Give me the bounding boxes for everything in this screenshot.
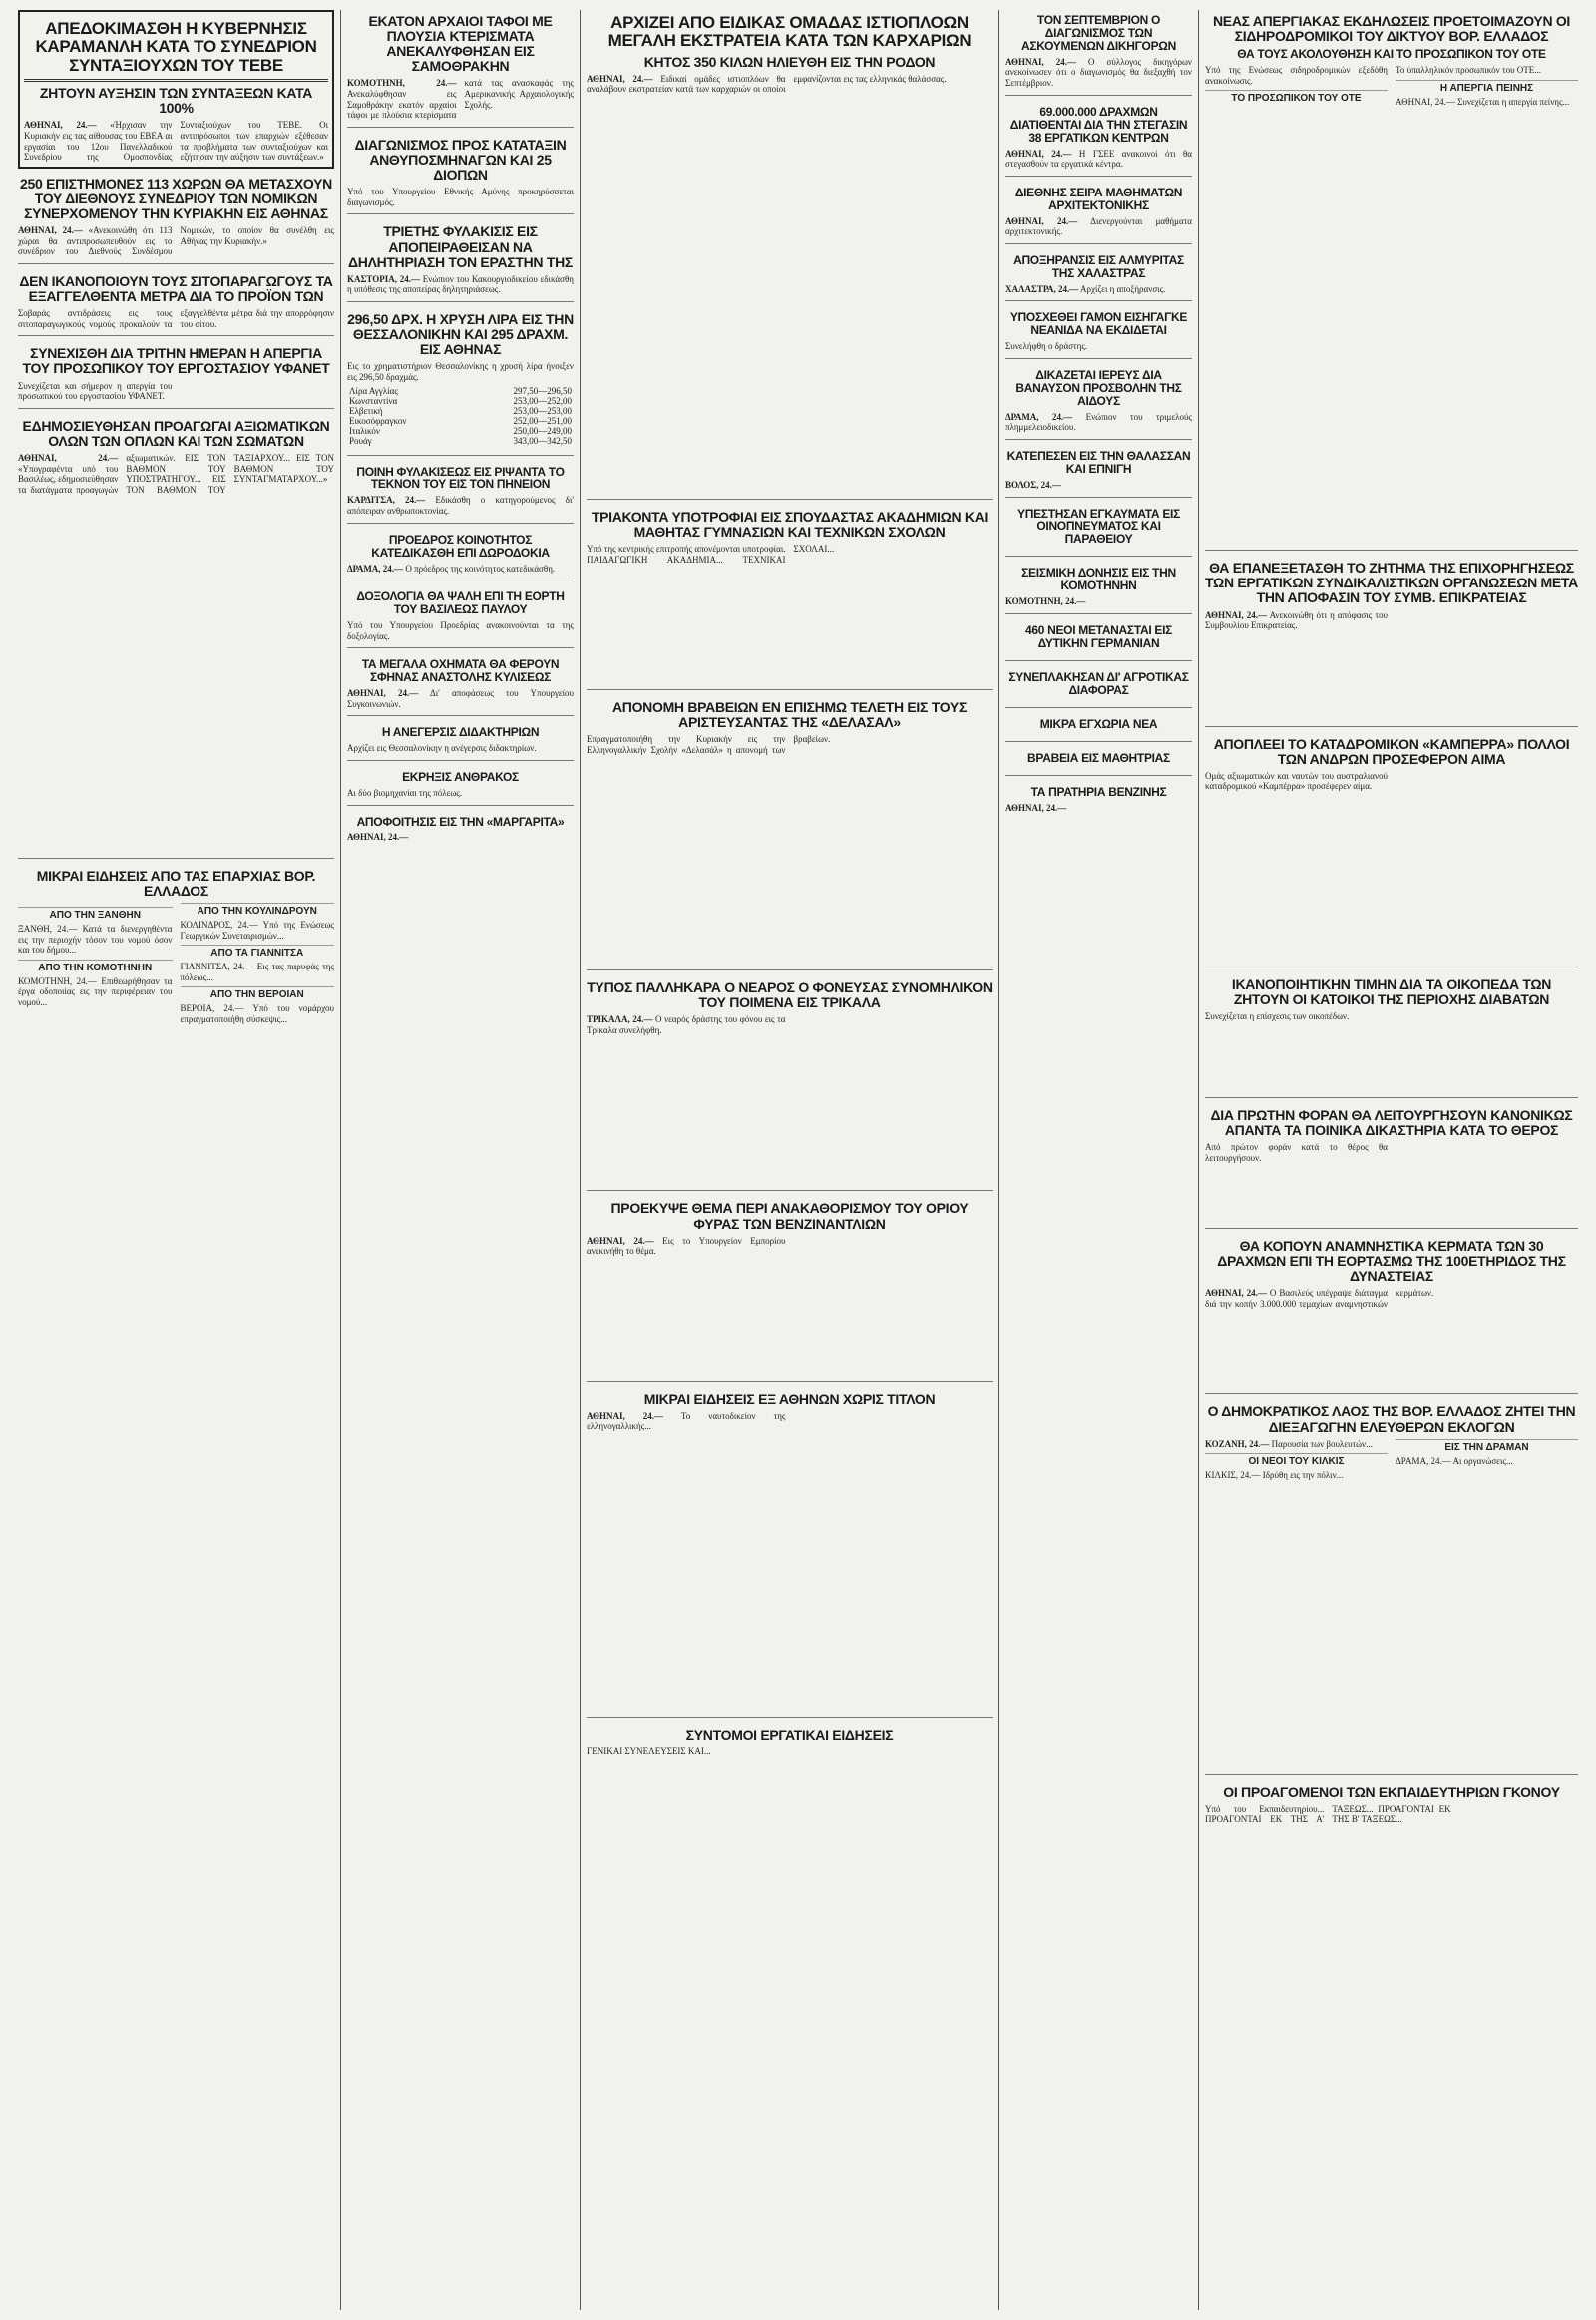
price-label: Ελβετική xyxy=(349,405,383,416)
column-2 xyxy=(341,10,581,2310)
price-value: 253,00—253,00 xyxy=(513,405,572,416)
dateline: ΑΘΗΝΑΙ, 24.— xyxy=(18,225,83,236)
subheadline: ΖΗΤΟΥΝ ΑΥΞΗΣΙΝ ΤΩΝ ΣΥΝΤΑΞΕΩΝ ΚΑΤΑ 100% xyxy=(39,85,313,117)
section-title: ΑΠΟ ΤΑ ΓΙΑΝΝΙΤΣΑ xyxy=(181,945,335,960)
article-body xyxy=(18,453,334,852)
subheadline: ΚΗΤΟΣ 350 ΚΙΛΩΝ ΗΛΙΕΥΘΗ ΕΙΣ ΤΗΝ ΡΟΔΟΝ xyxy=(643,53,936,70)
article-text: Σοβαράς αντιδράσεις εις τους σιτοπαραγωγικούς νομούς προκαλούν τα εξαγγελθέντα μέτρα διά την απορρόφησιν του σίτου. xyxy=(18,308,334,329)
article-body xyxy=(1205,1142,1578,1222)
section-text: ΞΑΝΘΗ, 24.— Κατά τα διενεργηθέντα εις την περιοχήν τόσον του νομού όσον και του δήμου... xyxy=(18,924,173,956)
article-text: Ανεκαλύφθησαν εις Σαμοθράκην εκατόν αρχαίοι τάφοι με πλούσια κτερίσματα κατά τας ανασκαφάς της Αμερικανικής Αρχαιολογικής Σχολής. xyxy=(347,78,574,121)
article-text: Διενεργούνται μαθήματα αρχιτεκτονικής. xyxy=(1005,215,1192,237)
article-explosion xyxy=(347,771,574,806)
article-text: Ομάς αξιωματικών και ναυτών του αυστραλιανού καταδρομικού «Καμπέρρα» προσέφερεν αίμα. xyxy=(1205,770,1388,792)
article-body xyxy=(347,832,574,843)
dateline: ΚΑΡΔΙΤΣΑ, 24.— xyxy=(347,495,426,506)
headline: ΕΚΡΗΞΙΣ ΑΝΘΡΑΚΟΣ xyxy=(402,769,519,784)
headline: ΠΟΙΝΗ ΦΥΛΑΚΙΣΕΩΣ ΕΙΣ ΡΙΨΑΝΤΑ ΤΟ ΤΕΚΝΟΝ ΤΟΥ ΕΙΣ ΤΟΝ ΠΗΝΕΙΟΝ xyxy=(356,464,565,492)
headline: ΤΟΝ ΣΕΠΤΕΜΒΡΙΟΝ Ο ΔΙΑΓΩΝΙΣΜΟΣ ΤΩΝ ΑΣΚΟΥΜΕΝΩΝ ΔΙΚΗΓΟΡΩΝ xyxy=(1021,13,1176,53)
dateline: ΚΟΜΟΤΗΝΗ, 24.— xyxy=(347,78,457,89)
table-row xyxy=(347,426,574,436)
headline: ΑΠΟΦΟΙΤΗΣΙΣ ΕΙΣ ΤΗΝ «ΜΑΡΓΑΡΙΤΑ» xyxy=(356,814,565,829)
dateline: ΑΘΗΝΑΙ, 24.— xyxy=(587,73,653,84)
article-text: Συνελήφθη ο δράστης. xyxy=(1005,341,1088,352)
article-emigrants xyxy=(1005,624,1192,661)
article-body xyxy=(1205,1439,1578,1768)
dateline: ΒΟΛΟΣ, 24.— xyxy=(1005,479,1061,490)
article-body xyxy=(1005,412,1192,433)
headline: ΑΠΕΔΟΚΙΜΑΣΘΗ Η ΚΥΒΕΡΝΗΣΙΣ ΚΑΡΑΜΑΝΛΗ ΚΑΤΑ ΤΟ ΣΥΝΕΔΡΙΟΝ ΣΥΝΤΑΞΙΟΥΧΩΝ ΤΟΥ ΤΕΒΕ xyxy=(35,19,317,75)
dateline: ΑΘΗΝΑΙ, 24.— xyxy=(347,832,409,843)
price-label: Εικοσόφραγκον xyxy=(349,415,407,426)
headline: ΥΠΟΣΧΕΘΕΙ ΓΑΜΟΝ ΕΙΣΗΓΑΓΚΕ ΝΕΑΝΙΔΑ ΝΑ ΕΚΔΙΔΕΤΑΙ xyxy=(1009,310,1188,338)
article-plots xyxy=(1205,977,1578,1098)
article-labor-news xyxy=(587,1728,993,1763)
article-lawyers xyxy=(1005,14,1192,96)
dateline: ΔΡΑΜΑ, 24.— xyxy=(1005,411,1073,422)
article-body xyxy=(1005,216,1192,237)
article-text: «Υπογραφέντα υπό του Βασιλέως, εδημοσιεύθησαν τα διατάγματα προαγωγών αξιωματικών. ΕΙΣ ΤΟΝ ΒΑΘΜΟΝ ΤΟΥ ΥΠΟΣΤΡΑΤΗΓΟΥ... ΕΙΣ ΤΟΝ ΒΑΘΜΟΝ ΤΟΥ ΤΑΞΙΑΡΧΟΥ... ΕΙΣ ΤΟΝ ΒΑΘΜΟΝ ΤΟΥ ΣΥΝΤΑΓΜΑΤΑΡΧΟΥ...» xyxy=(18,452,334,495)
article-text: Ο νεαρός δράστης του φόνου εις τα Τρίκαλα συνελήφθη. xyxy=(587,1014,786,1036)
article-body xyxy=(1205,1288,1578,1387)
article-text: Το ναυτοδικείον της ελληνογαλλικής... xyxy=(587,1410,786,1432)
article-body xyxy=(347,688,574,709)
headline: ΣΥΝΤΟΜΟΙ ΕΡΓΑΤΙΚΑΙ ΕΙΔΗΣΕΙΣ xyxy=(685,1726,894,1742)
article-text: Εδικάσθη ο κατηγορούμενος δι' απόπειραν ανθρωποκτονίας. xyxy=(347,495,575,517)
section-text: ΒΕΡΟΙΑ, 24.— Υπό του νομάρχου επραγματοποιήθη σύσκεψις... xyxy=(180,1003,334,1024)
headline: ΔΙΚΑΖΕΤΑΙ ΙΕΡΕΥΣ ΔΙΑ ΒΑΝΑΥΣΟΝ ΠΡΟΣΒΟΛΗΝ ΤΗΣ ΑΙΔΟΥΣ xyxy=(1015,367,1182,408)
headline: ΤΡΙΑΚΟΝΤΑ ΥΠΟΤΡΟΦΙΑΙ ΕΙΣ ΣΠΟΥΔΑΣΤΑΣ ΑΚΑΔΗΜΙΩΝ ΚΑΙ ΜΑΘΗΤΑΣ ΓΥΜΝΑΣΙΩΝ ΚΑΙ ΤΕΧΝΙΚΩΝ ΣΧΟΛΩΝ xyxy=(591,508,989,540)
article-agrarian xyxy=(1005,671,1192,708)
article-delasal xyxy=(587,700,993,970)
article-text: Ο πρόεδρος της κοινότητος κατεδικάσθη. xyxy=(405,563,556,574)
headline: ΝΕΑΣ ΑΠΕΡΓΙΑΚΑΣ ΕΚΔΗΛΩΣΕΙΣ ΠΡΟΕΤΟΙΜΑΖΟΥΝ ΟΙ ΣΙΔΗΡΟΔΡΟΜΙΚΟΙ ΤΟΥ ΔΙΚΤΥΟΥ ΒΟΡ. ΕΛΛΑΔΟΣ xyxy=(1212,13,1571,45)
price-value: 250,00—249,00 xyxy=(513,425,572,436)
article-body xyxy=(347,743,574,754)
article-body xyxy=(347,187,574,207)
dateline: ΚΑΣΤΟΡΙΑ, 24.— xyxy=(347,273,420,284)
article-body xyxy=(18,381,334,402)
column-4 xyxy=(999,10,1199,2310)
article-chalastra xyxy=(1005,254,1192,302)
headline: ΤΑ ΜΕΓΑΛΑ ΟΧΗΜΑΤΑ ΘΑ ΦΕΡΟΥΝ ΣΦΗΝΑΣ ΑΝΑΣΤΟΛΗΣ ΚΥΛΙΣΕΩΣ xyxy=(361,657,560,685)
dateline: ΑΘΗΝΑΙ, 24.— xyxy=(24,120,97,131)
headline: ΣΕΙΣΜΙΚΗ ΔΟΝΗΣΙΣ ΕΙΣ ΤΗΝ ΚΟΜΟΤΗΝΗΝ xyxy=(1021,566,1176,593)
section-title: ΕΙΣ ΤΗΝ ΔΡΑΜΑΝ xyxy=(1396,1439,1578,1454)
article-promotions xyxy=(18,419,334,859)
price-value: 252,00—251,00 xyxy=(513,415,572,426)
article-body xyxy=(347,361,574,382)
article-body xyxy=(347,788,574,799)
article-doxology xyxy=(347,590,574,648)
article-railway-strike xyxy=(1205,14,1578,551)
article-priest xyxy=(1005,369,1192,440)
article-body xyxy=(1005,57,1192,89)
article-text: Συνεχίζεται η επίσχεσις των οικοπέδων. xyxy=(1205,1010,1350,1021)
article-body xyxy=(347,274,574,295)
section-title: ΟΙ ΝΕΟΙ ΤΟΥ ΚΙΛΚΙΣ xyxy=(1205,1453,1388,1468)
article-coins xyxy=(1205,1239,1578,1394)
newspaper-page xyxy=(12,10,1584,2310)
headline: 69.000.000 ΔΡΑΧΜΩΝ ΔΙΑΤΙΘΕΝΤΑΙ ΔΙΑ ΤΗΝ ΣΤΕΓΑΣΙΝ 38 ΕΡΓΑΤΙΚΩΝ ΚΕΝΤΡΩΝ xyxy=(1009,104,1188,145)
headline: ΜΙΚΡΑΙ ΕΙΔΗΣΕΙΣ ΕΞ ΑΘΗΝΩΝ ΧΩΡΙΣ ΤΙΤΛΟΝ xyxy=(643,1390,936,1407)
headline: ΘΑ ΕΠΑΝΕΞΕΤΑΣΘΗ ΤΟ ΖΗΤΗΜΑ ΤΗΣ ΕΠΙΧΟΡΗΓΗΣΕΩΣ ΤΩΝ ΕΡΓΑΤΙΚΩΝ ΣΥΝΔΙΚΑΛΙΣΤΙΚΩΝ ΟΡΓΑΝΩΣΕΩΝ ΜΕΤΑ ΤΗΝ ΑΠΟΦΑΣΙΝ ΤΟΥ ΣΥΜΒ. ΕΠΙΚΡΑΤΕΙΑΣ xyxy=(1205,560,1578,606)
article-earthquake xyxy=(1005,567,1192,614)
headline: Ο ΔΗΜΟΚΡΑΤΙΚΟΣ ΛΑΟΣ ΤΗΣ ΒΟΡ. ΕΛΛΑΔΟΣ ΖΗΤΕΙ ΤΗΝ ΔΙΕΞΑΓΩΓΗΝ ΕΛΕΥΘΕΡΩΝ ΕΚΛΟΓΩΝ xyxy=(1207,1403,1576,1435)
article-body xyxy=(1205,1804,1578,1825)
dateline: ΧΑΛΑΣΤΡΑ, 24.— xyxy=(1005,283,1079,294)
dateline: ΑΘΗΝΑΙ, 24.— xyxy=(1005,802,1067,813)
article-body xyxy=(587,734,993,964)
column-3 xyxy=(581,10,999,2310)
price-value: 253,00—252,00 xyxy=(513,395,572,406)
headline: 460 ΝΕΟΙ ΜΕΤΑΝΑΣΤΑΙ ΕΙΣ ΔΥΤΙΚΗΝ ΓΕΡΜΑΝΙΑΝ xyxy=(1024,622,1173,650)
section-title: ΑΠΟ ΤΗΝ ΚΟΥΛΙΝΔΡΟΥΝ xyxy=(181,903,335,918)
article-body xyxy=(587,74,993,493)
section-title: ΑΠΟ ΤΗΝ ΚΟΜΟΤΗΝΗΝ xyxy=(18,960,173,974)
dateline: ΑΘΗΝΑΙ, 24.— xyxy=(587,1410,663,1421)
article-text: Εις το χρηματιστήριον Θεσσαλονίκης η χρυσή λίρα ήνοιξεν εις 296,50 δραχμάς. xyxy=(347,361,574,382)
article-text: Υπό του Εκπαιδευτηρίου... ΠΡΟΑΓΟΝΤΑΙ ΕΚ ΤΗΣ Α' ΤΑΞΕΩΣ... ΠΡΟΑΓΟΝΤΑΙ ΕΚ ΤΗΣ Β' ΤΑΞΕΩΣ... xyxy=(1205,1803,1451,1825)
column-1 xyxy=(12,10,341,2310)
article-sharks xyxy=(587,14,993,500)
price-value: 297,50—296,50 xyxy=(513,385,572,396)
article-body xyxy=(18,903,334,1024)
article-text: Η ΓΣΕΕ ανακοινοί ότι θα στεγασθούν τα εργατικά κέντρα. xyxy=(1005,148,1193,170)
article-scholarships xyxy=(587,510,993,690)
headline: ΣΥΝΕΧΙΣΘΗ ΔΙΑ ΤΡΙΤΗΝ ΗΜΕΡΑΝ Η ΑΠΕΡΓΙΑ ΤΟΥ ΠΡΟΣΩΠΙΚΟΥ ΤΟΥ ΕΡΓΟΣΤΑΣΙΟΥ ΥΦΑΝΕΤ xyxy=(22,345,330,377)
section-text: ΚΟΛΙΝΔΡΟΣ, 24.— Υπό της Ενώσεως Γεωργικών Συνεταιρισμών... xyxy=(180,920,334,941)
section-title: ΤΟ ΠΡΟΣΩΠΙΚΟΝ ΤΟΥ ΟΤΕ xyxy=(1205,90,1388,105)
article-text: Ενώπιον του Κακουργιοδικείου εδικάσθη η υπόθεσις της αποπείρας δηλητηριάσεως. xyxy=(347,273,575,295)
article-body xyxy=(1005,149,1192,170)
article-text: Επραγματοποιήθη την Κυριακήν εις την Ελληνογαλλικήν Σχολήν «Δελασάλ» η απονομή των βραβείων. xyxy=(587,734,831,755)
article-samothrace xyxy=(347,14,574,128)
headline: 296,50 ΔΡΧ. Η ΧΡΥΣΗ ΛΙΡΑ ΕΙΣ ΤΗΝ ΘΕΣΣΑΛΟΝΙΚΗΝ ΚΑΙ 295 ΔΡΑΧΜ. ΕΙΣ ΑΘΗΝΑΣ xyxy=(347,310,574,358)
section-text: ΚΟΜΟΤΗΝΗ, 24.— Επιθεωρήθησαν τα έργα οδοποιίας εις την περιφέρειαν του νομού... xyxy=(18,975,173,1007)
headline: ΕΚΑΤΟΝ ΑΡΧΑΙΟΙ ΤΑΦΟΙ ΜΕ ΠΛΟΥΣΙΑ ΚΤΕΡΙΣΜΑΤΑ ΑΝΕΚΑΛΥΦΘΗΣΑΝ ΕΙΣ ΣΑΜΟΘΡΑΚΗΝ xyxy=(368,13,553,75)
article-bribery xyxy=(347,534,574,581)
article-text: Δι' αποφάσεως του Υπουργείου Συγκοινωνιών. xyxy=(347,688,574,709)
article-text: Ενώπιον του τριμελούς πλημμελειοδικείου. xyxy=(1005,411,1192,433)
article-subsidy xyxy=(1205,561,1578,726)
article-elections xyxy=(1205,1404,1578,1774)
article-body xyxy=(587,544,993,683)
article-vehicles xyxy=(347,658,574,716)
article-text: Υπό της Ενώσεως σιδηροδρομικών εξεδόθη ανακοίνωσις. xyxy=(1205,65,1388,86)
price-label: Ιταλικόν xyxy=(349,425,380,436)
headline: ΣΥΝΕΠΛΑΚΗΣΑΝ ΔΙ' ΑΓΡΟΤΙΚΑΣ ΔΙΑΦΟΡΑΣ xyxy=(1008,669,1189,697)
headline: ΔΙΑ ΠΡΩΤΗΝ ΦΟΡΑΝ ΘΑ ΛΕΙΤΟΥΡΓΗΣΟΥΝ ΚΑΝΟΝΙΚΩΣ ΑΠΑΝΤΑ ΤΑ ΠΟΙΝΙΚΑ ΔΙΚΑΣΤΗΡΙΑ ΚΑΤΑ ΤΟ ΘΕΡΟΣ xyxy=(1210,1106,1573,1139)
article-trikala xyxy=(587,980,993,1191)
headline: Η ΑΝΕΓΕΡΣΙΣ ΔΙΔΑΚΤΗΡΙΩΝ xyxy=(381,725,540,740)
article-margarita xyxy=(347,816,574,850)
article-body xyxy=(347,620,574,641)
article-text: Αρχίζει εις Θεσσαλονίκην η ανέγερσις διδακτηρίων. xyxy=(347,743,537,754)
divider xyxy=(24,79,328,82)
article-body xyxy=(18,225,334,257)
article-body xyxy=(1005,341,1192,352)
dateline: ΑΘΗΝΑΙ, 24.— xyxy=(587,1235,654,1246)
article-text: «Ήρχισαν την Κυριακήν εις τας αίθουσας του ΕΒΕΑ αι εργασίαι του 12ου Πανελλαδικού Συνεδρίου της Ομοσπονδίας Συνταξιούχων του ΤΕΒΕ. Οι αντιπρόσωποι των επαρχιών εξέθεσαν τα προβλήματα των συνταξιούχων και εζήτησαν την αύξησιν των συντάξεων.» xyxy=(24,120,328,163)
headline: ΥΠΕΣΤΗΣΑΝ ΕΓΚΑΥΜΑΤΑ ΕΙΣ ΟΙΝΟΠΝΕΥΜΑΤΟΣ ΚΑΙ ΠΑΡΑΘΕΙΟΥ xyxy=(1017,506,1180,547)
article-gold xyxy=(347,312,574,456)
article-body xyxy=(18,308,334,329)
section-text: ΑΘΗΝΑΙ, 24.— Συνεχίζεται η απεργία πείνης... xyxy=(1396,96,1570,107)
dateline: ΑΘΗΝΑΙ, 24.— xyxy=(1005,148,1072,159)
article-text: Ο Βασιλεύς υπέγραψε διάταγμα διά την κοπήν 3.000.000 τεμαχίων αναμνηστικών κερμάτων. xyxy=(1205,1288,1434,1310)
article-body xyxy=(1205,65,1578,544)
dateline: ΔΡΑΜΑ, 24.— xyxy=(347,563,404,574)
table-row xyxy=(347,436,574,446)
article-poison xyxy=(347,224,574,302)
dateline: ΑΘΗΝΑΙ, 24.— xyxy=(347,688,419,699)
headline: ΘΑ ΚΟΠΟΥΝ ΑΝΑΜΝΗΣΤΙΚΑ ΚΕΡΜΑΤΑ ΤΩΝ 30 ΔΡΑΧΜΩΝ ΕΠΙ ΤΗ ΕΟΡΤΑΣΜΩ ΤΗΣ 100ΕΤΗΡΙΔΟΣ ΤΗΣ ΔΥΝΑΣΤΕΙΑΣ xyxy=(1217,1238,1566,1285)
price-table xyxy=(347,386,574,446)
dateline: ΑΘΗΝΑΙ, 24.— xyxy=(1205,609,1268,620)
article-body xyxy=(587,1236,993,1375)
article-promoted-students xyxy=(1205,1785,1578,1831)
article-gas-stations xyxy=(1005,786,1192,820)
headline: ΟΙ ΠΡΟΑΓΟΜΕΝΟΙ ΤΩΝ ΕΚΠΑΙΔΕΥΤΗΡΙΩΝ ΓΚΟΝΟΥ xyxy=(1223,1783,1560,1800)
article-schools xyxy=(347,726,574,761)
table-row xyxy=(347,406,574,416)
column-5 xyxy=(1199,10,1584,2310)
article-body xyxy=(1205,610,1578,720)
headline: ΑΠΟΝΟΜΗ ΒΡΑΒΕΙΩΝ ΕΝ ΕΠΙΣΗΜΩ ΤΕΛΕΤΗ ΕΙΣ ΤΟΥΣ ΑΡΙΣΤΕΥΣΑΝΤΑΣ ΤΗΣ «ΔΕΛΑΣΑΛ» xyxy=(611,699,968,731)
article-text: Ο σύλλογος δικηγόρων ανεκοίνωσεν ότι ο διαγωνισμός θα διεξαχθή τον Σεπτέμβριον. xyxy=(1005,56,1192,89)
article-text: Αρχίζει η αποξήρανσις. xyxy=(1080,283,1166,294)
headline: ΠΡΟΕΚΥΨΕ ΘΕΜΑ ΠΕΡΙ ΑΝΑΚΑΘΟΡΙΣΜΟΥ ΤΟΥ ΟΡΙΟΥ ΦΥΡΑΣ ΤΩΝ ΒΕΝΖΙΝΑΝΤΛΙΩΝ xyxy=(610,1200,969,1232)
price-label: Κωνσταντίνα xyxy=(349,395,398,406)
article-local-news xyxy=(1005,718,1192,742)
article-69m xyxy=(1005,106,1192,177)
dateline: ΑΘΗΝΑΙ, 24.— xyxy=(1005,215,1078,226)
article-marriage xyxy=(1005,311,1192,359)
article-architecture xyxy=(1005,187,1192,244)
article-text: Παρουσία των βουλευτών... xyxy=(1271,1438,1373,1449)
section-title: Η ΑΠΕΡΓΙΑ ΠΕΙΝΗΣ xyxy=(1396,80,1578,95)
article-body xyxy=(1005,803,1192,814)
headline: ΚΑΤΕΠΕΣΕΝ ΕΙΣ ΤΗΝ ΘΑΛΑΣΣΑΝ ΚΑΙ ΕΠΝΙΓΗ xyxy=(1006,449,1191,476)
article-body xyxy=(1205,771,1578,961)
article-jurists xyxy=(18,177,334,264)
section-text: ΓΙΑΝΝΙΤΣΑ, 24.— Εις τας παρυφάς της πόλεως... xyxy=(180,962,334,982)
article-karamanlis xyxy=(18,10,334,169)
article-body xyxy=(347,78,574,120)
section-text: ΔΡΑΜΑ, 24.— Αι οργανώσεις... xyxy=(1396,1455,1513,1466)
headline: ΤΥΠΟΣ ΠΑΛΛΗΚΑΡΑ Ο ΝΕΑΡΟΣ Ο ΦΟΝΕΥΣΑΣ ΣΥΝΟΜΗΛΙΚΟΝ ΤΟΥ ΠΟΙΜΕΝΑ ΕΙΣ ΤΡΙΚΑΛΑ xyxy=(587,979,993,1011)
table-row xyxy=(347,416,574,426)
headline: ΕΔΗΜΟΣΙΕΥΘΗΣΑΝ ΠΡΟΑΓΩΓΑΙ ΑΞΙΩΜΑΤΙΚΩΝ ΟΛΩΝ ΤΩΝ ΟΠΛΩΝ ΚΑΙ ΤΩΝ ΣΩΜΑΤΩΝ xyxy=(22,417,330,449)
headline: ΔΙΑΓΩΝΙΣΜΟΣ ΠΡΟΣ ΚΑΤΑΤΑΞΙΝ ΑΝΘΥΠΟΣΜΗΝΑΓΩΝ ΚΑΙ 25 ΔΙΟΠΩΝ xyxy=(354,136,567,184)
article-body xyxy=(587,1411,993,1711)
price-value: 343,00—342,50 xyxy=(513,435,572,446)
headline: ΙΚΑΝΟΠΟΙΗΤΙΚΗΝ ΤΙΜΗΝ ΔΙΑ ΤΑ ΟΙΚΟΠΕΔΑ ΤΩΝ ΖΗΤΟΥΝ ΟΙ ΚΑΤΟΙΚΟΙ ΤΗΣ ΠΕΡΙΟΧΗΣ ΔΙΑΒΑΤΩΝ xyxy=(1231,975,1552,1007)
article-body xyxy=(1005,596,1192,607)
section-text: ΚΙΛΚΙΣ, 24.— Ιδρύθη εις την πόλιν... xyxy=(1205,1470,1344,1481)
article-body xyxy=(24,120,328,162)
dateline: ΤΡΙΚΑΛΑ, 24.— xyxy=(587,1014,653,1025)
article-body xyxy=(347,495,574,516)
article-strike xyxy=(18,346,334,408)
article-body xyxy=(1005,480,1192,491)
price-label: Ρουάγ xyxy=(349,435,372,446)
article-drowned xyxy=(1005,450,1192,498)
headline: ΑΠΟΠΛΕΕΙ ΤΟ ΚΑΤΑΔΡΟΜΙΚΟΝ «ΚΑΜΠΕΡΡΑ» ΠΟΛΛΟΙ ΤΩΝ ΑΝΔΡΩΝ ΠΡΟΣΕΦΕΡΟΝ ΑΙΜΑ xyxy=(1213,735,1570,767)
article-burns xyxy=(1005,508,1192,558)
article-wheat xyxy=(18,274,334,336)
article-petrol xyxy=(587,1201,993,1381)
article-body xyxy=(1205,1011,1578,1091)
article-text: Ανεκοινώθη ότι η απόφασις του Συμβουλίου Επικρατείας. xyxy=(1205,609,1388,631)
article-body xyxy=(587,1746,993,1757)
section-text: Το ύπαλληλικόν προσωπικόν του ΟΤΕ... xyxy=(1396,65,1542,76)
headline: ΜΙΚΡΑΙ ΕΙΔΗΣΕΙΣ ΑΠΟ ΤΑΣ ΕΠΑΡΧΙΑΣ ΒΟΡ. ΕΛΛΑΔΟΣ xyxy=(36,867,316,900)
article-text: Υπό του Υπουργείου Εθνικής Αμύνης προκηρύσσεται διαγωνισμός. xyxy=(347,187,574,207)
dateline: ΚΟΖΑΝΗ, 24.— xyxy=(1205,1438,1270,1449)
article-text: Υπό της κεντρικής επιτροπής απονέμονται υποτροφίαι. ΠΑΙΔΑΓΩΓΙΚΗ ΑΚΑΔΗΜΙΑ... ΤΕΧΝΙΚΑΙ ΣΧΟΛΑΙ... xyxy=(587,544,835,565)
article-competition xyxy=(347,138,574,215)
section-title: ΑΠΟ ΤΗΝ ΒΕΡΟΙΑΝ xyxy=(181,986,335,1001)
headline: ΑΠΟΞΗΡΑΝΣΙΣ ΕΙΣ ΑΛΜΥΡΙΤΑΣ ΤΗΣ ΧΑΛΑΣΤΡΑΣ xyxy=(1013,252,1184,280)
article-body xyxy=(1005,284,1192,295)
article-canberra xyxy=(1205,737,1578,967)
article-courts xyxy=(1205,1108,1578,1229)
dateline: ΚΟΜΟΤΗΝΗ, 24.— xyxy=(1005,596,1086,607)
price-label: Λίρα Αγγλίας xyxy=(349,385,398,396)
article-awards xyxy=(1005,752,1192,776)
headline: ΔΙΕΘΝΗΣ ΣΕΙΡΑ ΜΑΘΗΜΑΤΩΝ ΑΡΧΙΤΕΚΤΟΝΙΚΗΣ xyxy=(1014,185,1183,212)
headline: ΒΡΑΒΕΙΑ ΕΙΣ ΜΑΘΗΤΡΙΑΣ xyxy=(1027,750,1170,765)
section-title: ΑΠΟ ΤΗΝ ΞΑΝΘΗΝ xyxy=(18,907,173,922)
table-row xyxy=(347,396,574,406)
article-text: ΓΕΝΙΚΑΙ ΣΥΝΕΛΕΥΣΕΙΣ ΚΑΙ... xyxy=(587,1745,711,1756)
headline: ΑΡΧΙΖΕΙ ΑΠΟ ΕΙΔΙΚΑΣ ΟΜΑΔΑΣ ΙΣΤΙΟΠΛΟΩΝ ΜΕΓΑΛΗ ΕΚΣΤΡΑΤΕΙΑ ΚΑΤΑ ΤΩΝ ΚΑΡΧΑΡΙΩΝ xyxy=(607,13,972,51)
headline: ΠΡΟΕΔΡΟΣ ΚΟΙΝΟΤΗΤΟΣ ΚΑΤΕΔΙΚΑΣΘΗ ΕΠΙ ΔΩΡΟΔΟΚΙΑ xyxy=(371,532,550,560)
dateline: ΑΘΗΝΑΙ, 24.— xyxy=(1005,56,1076,67)
article-text: Υπό του Υπουργείου Προεδρίας ανακοινούνται τα της δοξολογίας. xyxy=(347,620,574,641)
article-text: Αι δύο βιομηχανίαι της πόλεως. xyxy=(347,787,463,798)
headline: ΔΕΝ ΙΚΑΝΟΠΟΙΟΥΝ ΤΟΥΣ ΣΙΤΟΠΑΡΑΓΩΓΟΥΣ ΤΑ ΕΞΑΓΓΕΛΘΕΝΤΑ ΜΕΤΡΑ ΔΙΑ ΤΟ ΠΡΟΪΟΝ ΤΩΝ xyxy=(19,272,333,304)
article-body xyxy=(347,564,574,575)
headline: ΜΙΚΡΑ ΕΓΧΩΡΙΑ ΝΕΑ xyxy=(1039,716,1158,731)
table-row xyxy=(347,386,574,396)
article-athens-news xyxy=(587,1392,993,1718)
article-text: Από πρώτον φοράν κατά το θέρος θα λειτουργήσουν. xyxy=(1205,1142,1388,1163)
article-text: «Ανεκοινώθη ότι 113 χώραι θα αντιπροσωπευθούν εις το συνέδριον του Διεθνούς Συνδέσμου Νομικών, το οποίον θα συνέλθη εις Αθήνας την Κυριακήν.» xyxy=(18,225,334,257)
dateline: ΑΘΗΝΑΙ, 24.— xyxy=(1205,1288,1267,1299)
headline: ΤΑ ΠΡΑΤΗΡΙΑ ΒΕΝΖΙΝΗΣ xyxy=(1030,784,1167,799)
subheadline: ΘΑ ΤΟΥΣ ΑΚΟΛΟΥΘΗΣΗ ΚΑΙ ΤΟ ΠΡΟΣΩΠΙΚΟΝ ΤΟΥ ΟΤΕ xyxy=(1237,47,1546,62)
article-text: Συνεχίζεται και σήμερον η απεργία του προσωπικού του εργοστασίου ΥΦΑΝΕΤ. xyxy=(18,380,173,402)
article-text: Ειδικαί ομάδες ιστιοπλόων θα αναλάβουν εκστρατείαν κατά των καρχαριών οι οποίοι εμφανίζονται εις τας ελληνικάς θαλάσσας. xyxy=(587,73,947,95)
article-provinces xyxy=(18,869,334,1030)
dateline: ΑΘΗΝΑΙ, 24.— xyxy=(18,452,119,463)
headline: ΤΡΙΕΤΗΣ ΦΥΛΑΚΙΣΙΣ ΕΙΣ ΑΠΟΠΕΙΡΑΘΕΙΣΑΝ ΝΑ ΔΗΛΗΤΗΡΙΑΣΗ ΤΟΝ ΕΡΑΣΤΗΝ ΤΗΣ xyxy=(348,223,573,270)
article-peneios xyxy=(347,466,574,524)
headline: ΔΟΞΟΛΟΓΙΑ ΘΑ ΨΑΛΗ ΕΠΙ ΤΗ ΕΟΡΤΗ ΤΟΥ ΒΑΣΙΛΕΩΣ ΠΑΥΛΟΥ xyxy=(356,589,565,617)
article-text: Εις το Υπουργείον Εμπορίου ανεκινήθη το θέμα. xyxy=(587,1235,786,1257)
headline: 250 ΕΠΙΣΤΗΜΟΝΕΣ 113 ΧΩΡΩΝ ΘΑ ΜΕΤΑΣΧΟΥΝ ΤΟΥ ΔΙΕΘΝΟΥΣ ΣΥΝΕΔΡΙΟΥ ΤΩΝ ΝΟΜΙΚΩΝ ΣΥΝΕΡΧΟΜΕΝΟΥ ΤΗΝ ΚΥΡΙΑΚΗΝ ΕΙΣ ΑΘΗΝΑΣ xyxy=(20,175,332,221)
article-body xyxy=(587,1014,993,1184)
